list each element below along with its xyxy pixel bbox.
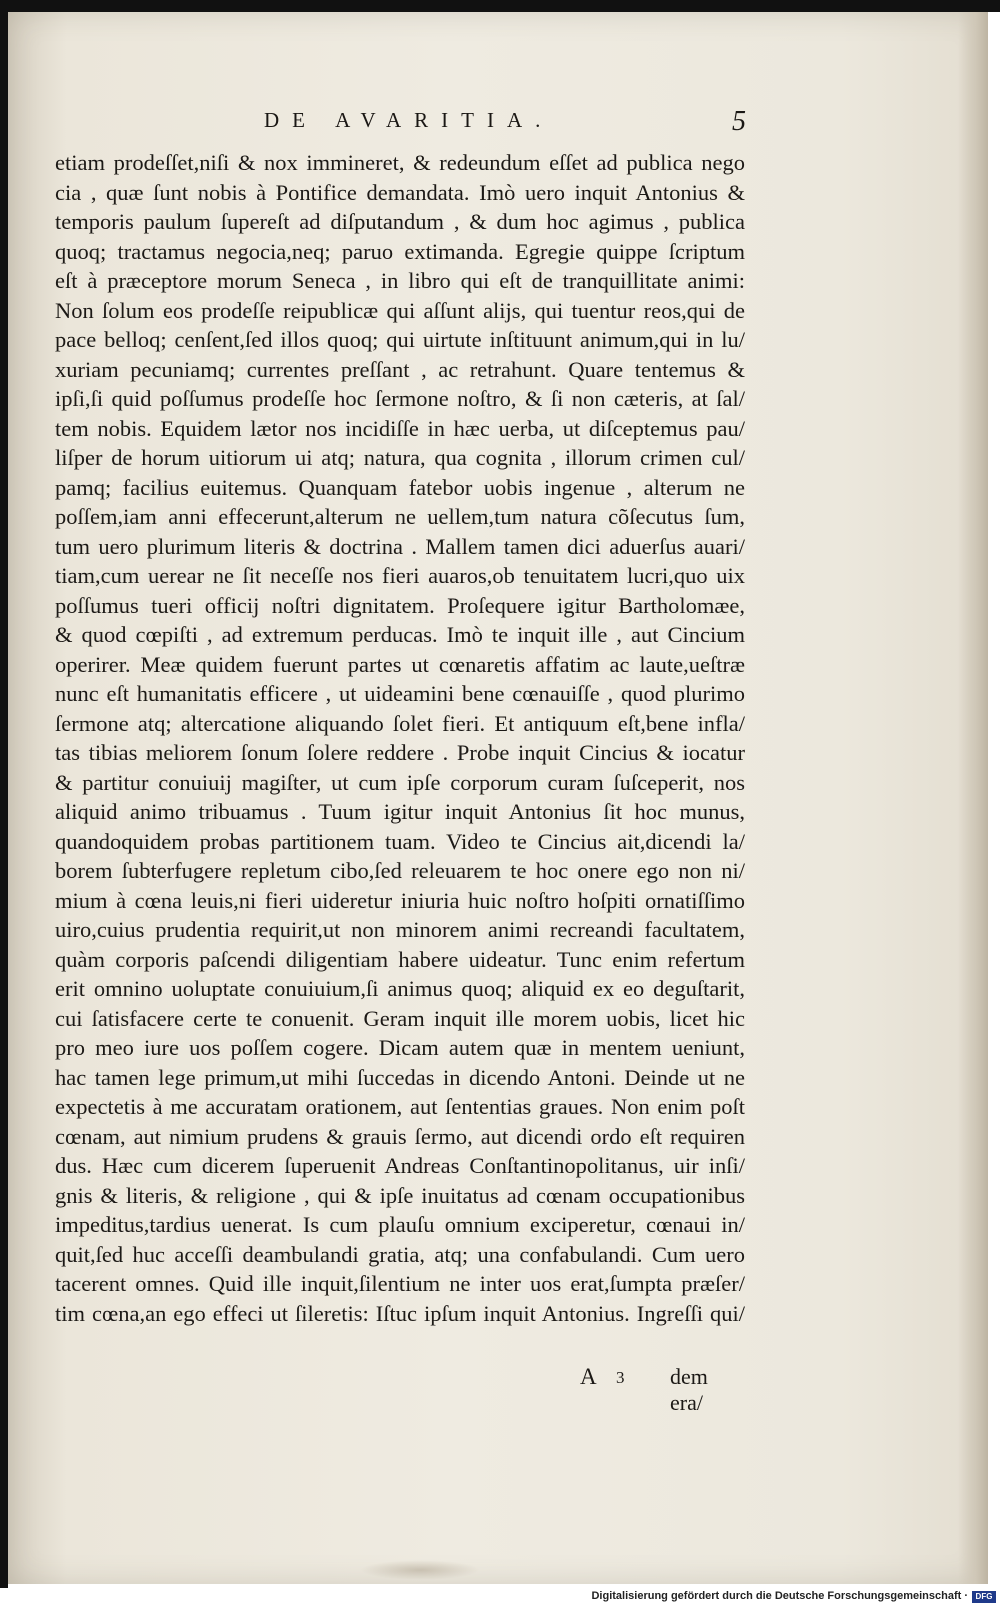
text-line: hac tamen lege primum,ut mihi ſuccedas in dicendo Antoni. Deinde ut ne bbox=[55, 1064, 745, 1090]
text-line: pro meo iure uos poſſem cogere. Dicam autem quæ in mentem ueniunt, bbox=[55, 1035, 745, 1060]
scan-border-top bbox=[0, 0, 1000, 12]
running-head: DE AVARITIA. bbox=[264, 108, 554, 132]
text-line: pace belloq; cenſent,ſed illos quoq; qui uirtute inſtituunt animum,qui in lu/ bbox=[55, 327, 745, 352]
text-line: & quod cœpiſti , ad extremum perducas. Imò te inquit ille , aut Cincium bbox=[55, 622, 745, 647]
text-line: Non ſolum eos prodeſſe reipublicæ qui aſſunt alijs, qui tuentur reos,qui de bbox=[55, 297, 745, 323]
text-line: nunc eſt humanitatis efficere , ut uideamini bene cœnauiſſe , quod plurimo bbox=[55, 681, 745, 706]
page-number: 5 bbox=[732, 106, 746, 137]
text-line: quoq; tractamus negocia,neq; paruo extimanda. Egregie quippe ſcriptum bbox=[55, 238, 745, 264]
text-line: temporis paulum ſupereſt ad diſputandum , & dum hoc agimus , publica bbox=[55, 209, 745, 234]
text-line: quit,ſed huc acceſſi deambulandi gratia, atq; una confabulandi. Cum uero bbox=[55, 1241, 745, 1267]
text-line: impeditus,tardius uenerat. Is cum plauſu omnium exciperetur, cœnaui in/ bbox=[55, 1212, 745, 1237]
page-edge-shadow bbox=[958, 12, 988, 1584]
text-line: & partitur conuiuij magiſter, ut cum ipſe corporum curam ſuſceperit, nos bbox=[55, 769, 745, 795]
text-line: ipſi,ſi quid poſſumus prodeſſe hoc ſermone noſtro, & ſi non cæteris, at ſal/ bbox=[55, 386, 745, 411]
text-line: tas tibias meliorem ſonum ſolere reddere . Probe inquit Cincius & iocatur bbox=[55, 740, 745, 765]
text-line: ſermone atq; altercatione aliquando ſolet fieri. Et antiquum eſt,bene infla/ bbox=[55, 710, 745, 736]
text-line: poſſem,iam anni effecerunt,alterum ne uellem,tum natura cõſecutus ſum, bbox=[55, 504, 745, 529]
text-line: tum uero plurimum literis & doctrina . Mallem tamen dici aduerſus auari/ bbox=[55, 533, 745, 559]
text-line: quàm corporis paſcendi diligentiam habere uideatur. Tunc enim refertum bbox=[55, 946, 745, 972]
text-line: operirer. Meæ quidem fuerunt partes ut cœnaretis affatim ac laute,ueſtræ bbox=[55, 651, 745, 677]
text-line: cœnam, aut nimium prudens & grauis ſermo, aut dicendi ordo eſt requiren bbox=[55, 1123, 745, 1149]
scan-border-left bbox=[0, 0, 8, 1588]
text-line: etiam prodeſſet,niſi & nox immineret, & redeundum eſſet ad publica nego bbox=[55, 150, 745, 175]
text-line: pamq; facilius euitemus. Quanquam fatebor uobis ingenue , alterum ne bbox=[55, 474, 745, 500]
text-line: liſper de horum uitiorum ui atq; natura, qua cognita , illorum crimen cul/ bbox=[55, 445, 745, 470]
text-line: expectetis à me accuratam orationem, aut ſententias graues. Non enim poſt bbox=[55, 1094, 745, 1119]
paper-stain bbox=[360, 1560, 480, 1580]
text-line: borem ſubterfugere repletum cibo,ſed releuarem te hoc onere ego non ni/ bbox=[55, 858, 745, 883]
catchword: dem era/ bbox=[670, 1364, 708, 1415]
text-line: tem nobis. Equidem lætor nos incidiſſe in hæc uerba, ut diſceptemus pau/ bbox=[55, 415, 745, 441]
text-line: quandoquidem probas partitionem tuam. Video te Cincius ait,dicendi la/ bbox=[55, 828, 745, 854]
signature-number: 3 bbox=[616, 1368, 625, 1387]
text-line: eſt à præceptore morum Seneca , in libro qui eſt de tranquillitate animi: bbox=[55, 268, 745, 293]
dfg-logo-icon: DFG bbox=[972, 1591, 996, 1603]
text-line: dus. Hæc cum dicerem ſuperuenit Andreas Conſtantinopolitanus, uir inſi/ bbox=[55, 1153, 745, 1178]
text-line: erit omnino uoluptate conuiuium,ſi animus quoq; aliquid ex eo deguſtarit, bbox=[55, 976, 745, 1001]
text-line: poſſumus tueri officij noſtri dignitatem. Proſequere igitur Bartholomæe, bbox=[55, 592, 745, 618]
text-line: gnis & literis, & religione , qui & ipſe inuitatus ad cœnam occupationibus bbox=[55, 1182, 745, 1208]
text-line: aliquid animo tribuamus . Tuum igitur inquit Antonius ſit hoc munus, bbox=[55, 799, 745, 824]
text-line: xuriam pecuniamq; currentes preſſant , ac retrahunt. Quare tentemus & bbox=[55, 356, 745, 382]
text-line: cia , quæ ſunt nobis à Pontifice demandata. Imò uero inquit Antonius & bbox=[55, 179, 745, 205]
text-line: tiam,cum uerear ne ſit neceſſe nos fieri auaros,ob tenuitatem lucri,quo uix bbox=[55, 563, 745, 588]
text-line: uiro,cuius prudentia requirit,ut non minorem animi recreandi facultatem, bbox=[55, 917, 745, 942]
signature-mark: A bbox=[580, 1364, 597, 1389]
text-line: tim cœna,an ego effeci ut ſileretis: Iſtuc ipſum inquit Antonius. Ingreſſi qui/ bbox=[55, 1300, 745, 1326]
text-line: mium à cœna leuis,ni fieri uideretur iniuria huic noſtro hoſpiti ornatiſſimo bbox=[55, 887, 745, 913]
footer-bar bbox=[0, 1588, 1000, 1608]
funding-credit: Digitalisierung gefördert durch die Deutsche Forschungsgemeinschaft · bbox=[591, 1590, 968, 1602]
body-text bbox=[55, 148, 745, 1328]
text-line: cui ſatisfacere certe te conuenit. Geram inquit ille morem uobis, licet hic bbox=[55, 1005, 745, 1031]
text-line: tacerent omnes. Quid ille inquit,ſilentium ne inter uos erat,ſumpta præſer/ bbox=[55, 1271, 745, 1296]
